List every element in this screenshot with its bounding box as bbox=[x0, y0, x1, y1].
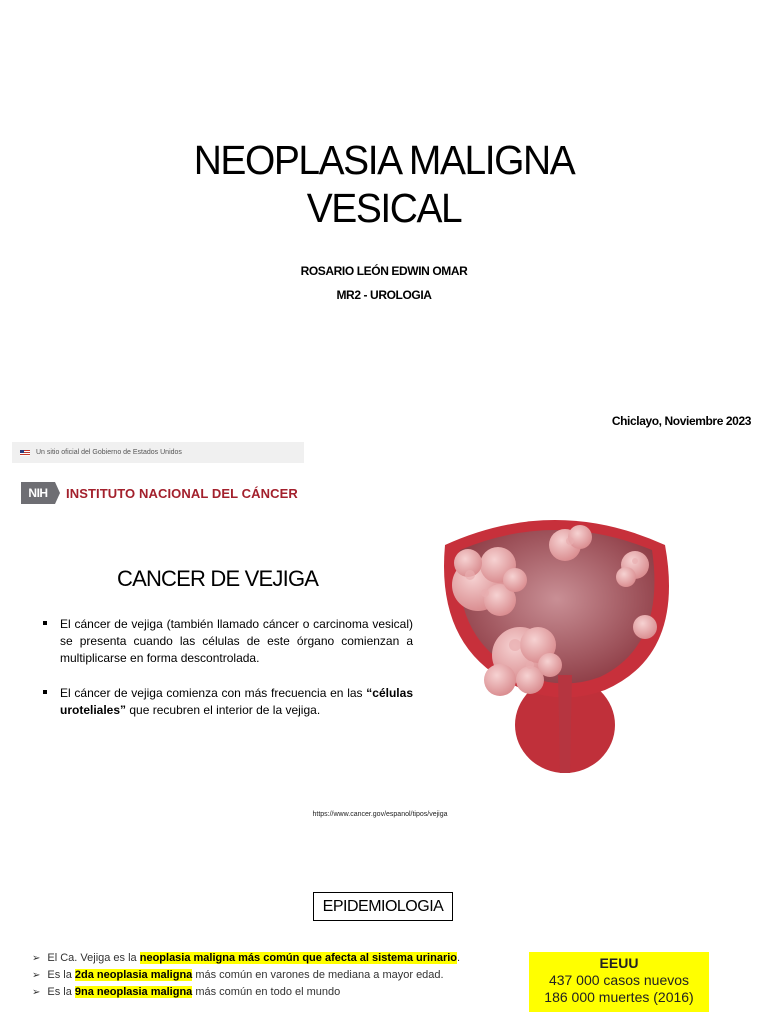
author-role: MR2 - UROLOGIA bbox=[336, 288, 432, 302]
stats-cases: 437 000 casos nuevos bbox=[548, 972, 690, 988]
slide-title bbox=[99, 136, 669, 232]
bullet-square-icon bbox=[43, 621, 47, 625]
cancer-bullet-2-bold: “células uroteliales” bbox=[60, 686, 413, 717]
cancer-bullet-2-pre: El cáncer de vejiga comienza con más frecuencia en las bbox=[60, 686, 367, 700]
epi-line-1 bbox=[32, 952, 460, 964]
usa-stats-box bbox=[529, 952, 709, 1012]
gov-banner bbox=[12, 442, 304, 463]
epi-line-1-post: . bbox=[457, 952, 461, 964]
epi-line-2-highlight: 2da neoplasia maligna bbox=[74, 969, 193, 981]
epi-line-3-pre: Es la bbox=[47, 986, 75, 998]
nih-logo bbox=[21, 482, 298, 504]
title-line-2: VESICAL bbox=[306, 185, 462, 231]
reference-link[interactable]: https://www.cancer.gov/espanol/tipos/vejiga bbox=[312, 811, 448, 818]
nih-institute-name: INSTITUTO NACIONAL DEL CÁNCER bbox=[66, 485, 298, 501]
cancer-bullet-2-post: que recubren el interior de la vejiga. bbox=[126, 703, 321, 717]
cancer-bullet-1-text: El cáncer de vejiga (también llamado cáncer o carcinoma vesical) se presenta cuando las células de este órgano comienzan a multiplicarse en forma descontrolada. bbox=[60, 617, 413, 665]
nih-arrow-icon bbox=[55, 482, 60, 504]
nih-abbr: NIH bbox=[21, 482, 55, 504]
cancer-heading: CANCER DE VEJIGA bbox=[117, 566, 319, 591]
bullet-square-icon bbox=[43, 690, 47, 694]
epi-line-2-pre: Es la bbox=[47, 969, 75, 981]
epi-line-2-post: más común en varones de mediana a mayor edad. bbox=[192, 969, 444, 981]
cancer-bullet-2 bbox=[43, 685, 413, 719]
epi-line-1-pre: El Ca. Vejiga es la bbox=[47, 952, 140, 964]
stats-deaths: 186 000 muertes (2016) bbox=[544, 989, 694, 1005]
epi-line-3 bbox=[32, 986, 340, 998]
us-flag-icon bbox=[20, 450, 30, 456]
epi-line-2 bbox=[32, 969, 444, 981]
gov-banner-text: Un sitio oficial del Gobierno de Estados Unidos bbox=[36, 449, 182, 456]
presentation-date: Chiclayo, Noviembre 2023 bbox=[611, 414, 751, 428]
bladder-tumor-illustration bbox=[430, 505, 680, 790]
epi-line-3-post: más común en todo el mundo bbox=[192, 986, 341, 998]
stats-label: EEUU bbox=[599, 955, 639, 971]
title-line-1: NEOPLASIA MALIGNA bbox=[193, 137, 575, 183]
author-name: ROSARIO LEÓN EDWIN OMAR bbox=[300, 264, 468, 278]
epi-line-3-highlight: 9na neoplasia maligna bbox=[74, 986, 193, 998]
epidemiology-heading: EPIDEMIOLOGIA bbox=[313, 892, 453, 921]
cancer-bullet-1 bbox=[43, 616, 413, 667]
arrow-bullet-icon: ➢ bbox=[32, 970, 41, 981]
arrow-bullet-icon: ➢ bbox=[32, 987, 41, 998]
epi-line-1-highlight: neoplasia maligna más común que afecta al sistema urinario bbox=[139, 952, 458, 964]
arrow-bullet-icon: ➢ bbox=[32, 953, 41, 964]
